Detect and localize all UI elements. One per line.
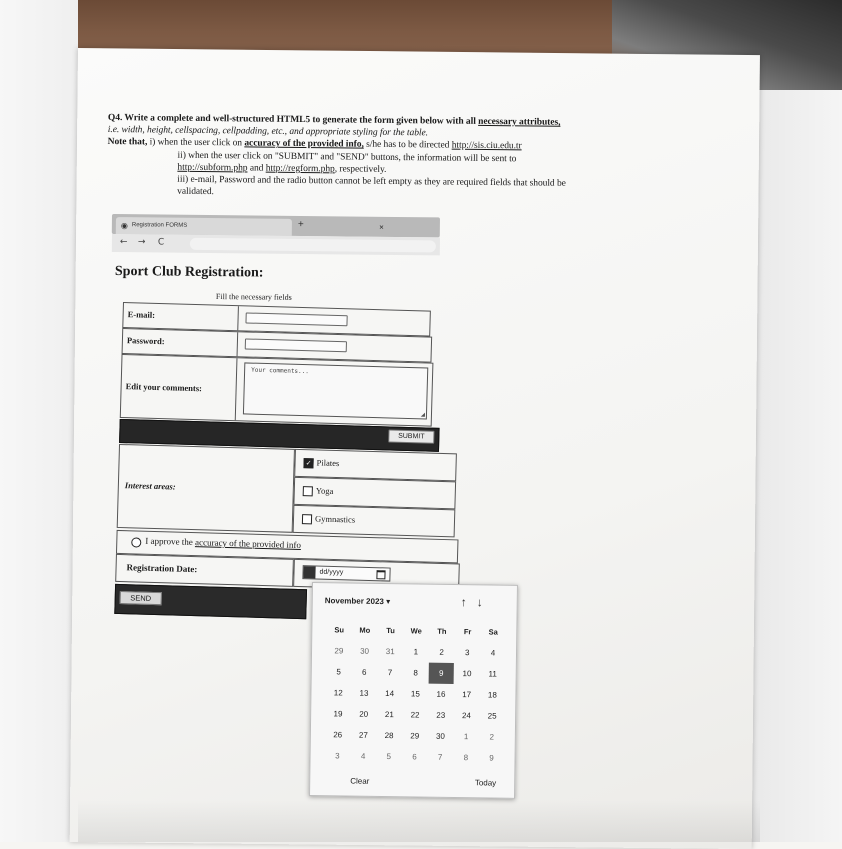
interest-label: Interest areas: (124, 480, 176, 492)
approve-radio[interactable] (131, 537, 141, 547)
address-bar[interactable] (190, 238, 436, 253)
calendar-week-row (324, 745, 504, 769)
date-picker-popup (309, 582, 518, 799)
option-pilates[interactable] (294, 449, 457, 482)
weekday-mo: Mo (359, 625, 371, 635)
option-gymnastics[interactable] (293, 505, 456, 538)
approve-label (145, 536, 301, 550)
question-text (107, 112, 738, 204)
calendar-day[interactable]: 4 (490, 648, 496, 658)
calendar-day[interactable]: 21 (384, 710, 394, 720)
reload-icon[interactable]: C (157, 237, 165, 248)
clear-button[interactable]: Clear (350, 776, 370, 786)
note-label: Note that, (107, 137, 148, 148)
calendar-day[interactable]: 12 (333, 688, 343, 698)
calendar-day[interactable]: 3 (465, 648, 470, 658)
new-tab-icon[interactable]: + (297, 218, 304, 231)
comments-label-cell (121, 355, 238, 420)
calendar-day[interactable]: 31 (385, 647, 395, 657)
calendar-week-row (326, 640, 506, 664)
calendar-day[interactable]: 26 (333, 730, 343, 740)
weekday-we: We (410, 626, 422, 636)
note-ii-and: and (247, 163, 266, 174)
question-intro: Q4. Write a complete and well-structured HTML5 to generate the form given below with all (107, 112, 479, 127)
checkbox-icon[interactable] (303, 486, 313, 496)
comments-textarea[interactable] (243, 362, 428, 419)
calendar-day[interactable]: 1 (413, 647, 419, 657)
date-segment-highlight (303, 566, 315, 578)
table-caption: Fill the necessary fields (215, 292, 292, 302)
note-ii-end: , respectively. (334, 164, 387, 175)
password-label: Password: (126, 335, 165, 347)
email-label: E-mail: (127, 309, 156, 320)
note-i-directed-text: s/he has to be directed (363, 140, 452, 152)
calendar-icon[interactable] (376, 570, 385, 579)
calendar-day[interactable]: 8 (413, 668, 418, 678)
calendar-week-row (326, 661, 506, 685)
calendar-day[interactable]: 10 (462, 669, 472, 679)
send-bar (114, 584, 307, 619)
right-margin-background (752, 0, 842, 842)
resize-grip-icon[interactable]: ◢ (420, 410, 426, 419)
browser-tab[interactable] (116, 217, 384, 236)
calendar-day[interactable]: 9 (489, 753, 494, 763)
calendar-week-row (325, 724, 505, 748)
calendar-grid (324, 619, 506, 768)
weekday-header-row (326, 619, 506, 643)
today-button[interactable]: Today (474, 778, 497, 788)
weekday-sa: Sa (488, 627, 498, 637)
comments-placeholder: Your comments... (251, 366, 310, 376)
calendar-day[interactable]: 25 (487, 711, 497, 721)
note-ii-text: ii) when the user click on "SUBMIT" and "SEND" buttons, the information will be sent to (177, 150, 517, 164)
calendar-day[interactable]: 24 (461, 711, 471, 721)
reg-date-label-cell (115, 554, 294, 587)
calendar-day[interactable]: 19 (333, 709, 343, 719)
paper-shadow (78, 800, 760, 842)
calendar-day[interactable]: 18 (487, 690, 497, 700)
calendar-day[interactable]: 16 (436, 689, 446, 699)
send-button[interactable]: SEND (120, 591, 162, 605)
calendar-day[interactable]: 13 (359, 688, 369, 698)
close-tab-icon[interactable]: × (379, 222, 384, 232)
calendar-day[interactable]: 23 (436, 710, 446, 720)
calendar-day[interactable]: 29 (334, 646, 344, 656)
note-i-accuracy-text: accuracy of the provided info, (244, 138, 364, 151)
calendar-day[interactable]: 4 (360, 751, 366, 761)
weekday-fr: Fr (463, 627, 472, 637)
email-label-cell (123, 303, 239, 330)
calendar-day[interactable]: 17 (462, 690, 472, 700)
accuracy-link[interactable]: accuracy of the provided info (194, 537, 302, 551)
option-yoga-label: Yoga (315, 485, 334, 496)
page-title: Sport Club Registration: (114, 264, 264, 281)
calendar-day[interactable]: 3 (335, 751, 340, 761)
note-i-text: i) when the user click on (147, 137, 245, 149)
checkbox-icon[interactable] (302, 514, 312, 524)
calendar-week-row (325, 703, 505, 727)
question-attributes-text: i.e. width, height, cellspacing, cellpadding, etc., and appropriate styling for the table. (107, 125, 429, 139)
regform-link-text: http://regform.php (265, 163, 335, 175)
browser-nav-bar (112, 234, 440, 255)
calendar-day[interactable]: 2 (489, 732, 495, 742)
password-input[interactable] (245, 338, 347, 352)
calendar-day[interactable]: 11 (488, 669, 497, 679)
subform-link-text: http://subform.php (177, 162, 248, 174)
calendar-day[interactable]: 5 (386, 752, 392, 762)
month-nav-arrows-icon[interactable]: ↑↓ (460, 595, 493, 610)
calendar-day[interactable]: 14 (385, 689, 395, 699)
calendar-day[interactable]: 20 (359, 709, 369, 719)
calendar-day[interactable]: 6 (361, 667, 367, 677)
note-iii-text-2: validated. (177, 186, 214, 198)
password-label-cell (123, 329, 239, 356)
reg-date-label: Registration Date: (126, 562, 198, 575)
checkbox-checked-icon[interactable]: ✓ (303, 458, 313, 468)
email-input[interactable] (245, 312, 347, 326)
calendar-day[interactable]: 5 (336, 667, 341, 677)
calendar-day[interactable]: 8 (463, 753, 469, 763)
back-arrow-icon[interactable]: ← (119, 237, 128, 248)
date-placeholder: dd/yyyy (319, 568, 344, 577)
calendar-weeks (324, 640, 506, 769)
globe-icon: ◉ (120, 221, 128, 231)
necessary-attributes-text: necessary attributes, (478, 116, 561, 128)
calendar-day[interactable]: 9 (428, 663, 454, 684)
left-margin-background (0, 0, 78, 842)
date-input[interactable] (302, 565, 390, 581)
option-gymnastics-label: Gymnastics (314, 513, 356, 525)
calendar-day[interactable]: 7 (387, 668, 393, 678)
option-pilates-label: Pilates (316, 457, 340, 469)
weekday-su: Su (334, 625, 345, 635)
calendar-day[interactable]: 22 (410, 710, 420, 720)
forward-arrow-icon[interactable]: → (137, 237, 146, 248)
weekday-tu: Tu (386, 626, 395, 636)
comments-label: Edit your comments: (125, 381, 203, 394)
calendar-day[interactable]: 2 (439, 647, 444, 657)
tab-title: Registration FORMS (131, 222, 188, 229)
calendar-day[interactable]: 30 (360, 646, 370, 656)
calendar-day[interactable]: 15 (410, 689, 420, 699)
calendar-day[interactable]: 28 (384, 731, 394, 741)
comments-row (120, 354, 434, 427)
calendar-day[interactable]: 6 (412, 752, 417, 762)
approve-prefix: I approve the (145, 535, 196, 548)
submit-button[interactable]: SUBMIT (388, 429, 434, 443)
note-iii-text: iii) e-mail, Password and the radio button cannot be left empty as they are required fields that should be (177, 174, 566, 189)
weekday-th: Th (437, 626, 447, 636)
calendar-day[interactable]: 7 (437, 752, 443, 762)
calendar-day[interactable]: 27 (358, 730, 368, 740)
sis-link-text: http://sis.ciu.edu.tr (451, 141, 522, 152)
interest-label-cell (117, 444, 295, 533)
calendar-week-row (325, 682, 505, 706)
option-yoga[interactable] (293, 477, 456, 510)
calendar-day[interactable]: 30 (435, 731, 445, 741)
calendar-day[interactable]: 29 (410, 731, 420, 741)
month-select[interactable]: November 2023 ▾ (324, 596, 391, 607)
calendar-day[interactable]: 1 (463, 732, 469, 742)
